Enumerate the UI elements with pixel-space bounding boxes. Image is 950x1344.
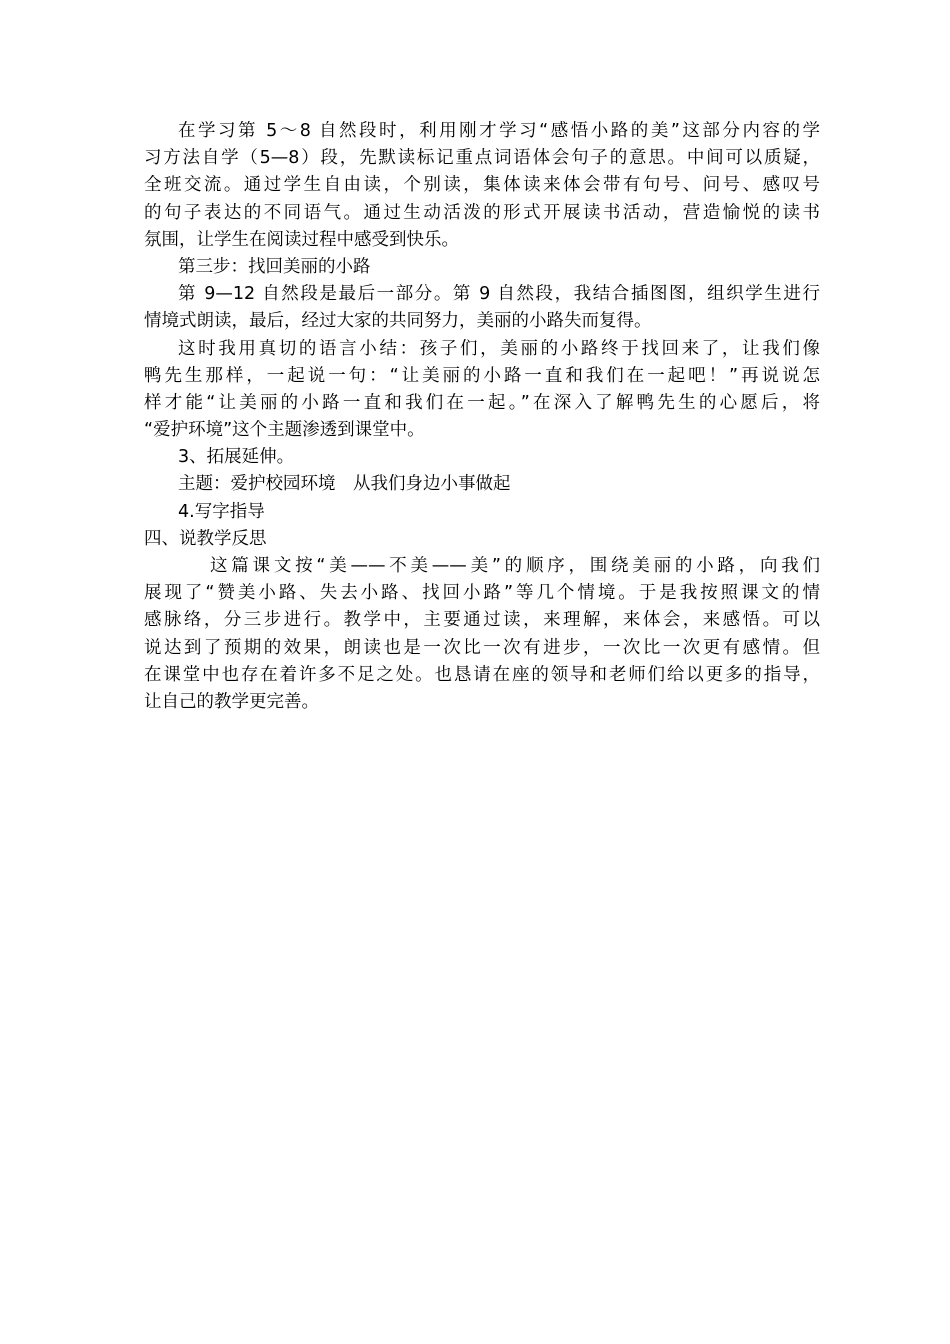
text-line: 全班交流。通过学生自由读，个别读，集体读来体会带有句号、问号、感叹号 xyxy=(144,175,820,196)
text-line: 情境式朗读，最后，经过大家的共同努力，美丽的小路失而复得。 xyxy=(144,311,652,332)
text-line: 在课堂中也存在着许多不足之处。也恳请在座的领导和老师们给以更多的指导， xyxy=(144,664,820,685)
section-heading-reflection: 四、说教学反思 xyxy=(144,528,267,549)
text-line: 第 9—12 自然段是最后一部分。第 9 自然段，我结合插图图，组织学生进行 xyxy=(178,284,820,305)
text-line: 感脉络，分三步进行。教学中，主要通过读，来理解，来体会，来感悟。可以 xyxy=(144,610,820,631)
text-line: 让自己的教学更完善。 xyxy=(144,691,319,712)
section-heading-writing: 4.写字指导 xyxy=(178,501,265,522)
text-line: 这时我用真切的语言小结：孩子们，美丽的小路终于找回来了，让我们像 xyxy=(178,338,820,359)
text-line: 说达到了预期的效果，朗读也是一次比一次有进步，一次比一次更有感情。但 xyxy=(144,637,820,658)
theme-line: 主题：爱护校园环境 从我们身边小事做起 xyxy=(178,474,511,495)
text-line: “爱护环境”这个主题渗透到课堂中。 xyxy=(144,420,425,441)
text-line: 这篇课文按“美——不美——美”的顺序，围绕美丽的小路，向我们 xyxy=(210,556,820,576)
section-heading-extension: 3、拓展延伸。 xyxy=(178,447,295,468)
document-body xyxy=(144,118,820,716)
text-line: 在学习第 5～8 自然段时，利用刚才学习“感悟小路的美”这部分内容的学 xyxy=(178,121,820,141)
text-line: 样才能“让美丽的小路一直和我们在一起。”在深入了解鸭先生的心愿后，将 xyxy=(144,392,820,413)
text-line: 氛围，让学生在阅读过程中感受到快乐。 xyxy=(144,229,459,250)
text-line: 的句子表达的不同语气。通过生动活泼的形式开展读书活动，营造愉悦的读书 xyxy=(144,202,820,223)
text-line: 展现了“赞美小路、失去小路、找回小路”等几个情境。于是我按照课文的情 xyxy=(144,583,820,604)
section-heading-step-three: 第三步：找回美丽的小路 xyxy=(178,256,371,277)
text-line: 鸭先生那样，一起说一句：“让美丽的小路一直和我们在一起吧！”再说说怎 xyxy=(144,365,820,386)
text-line: 习方法自学（5—8）段，先默读标记重点词语体会句子的意思。中间可以质疑， xyxy=(144,148,820,169)
